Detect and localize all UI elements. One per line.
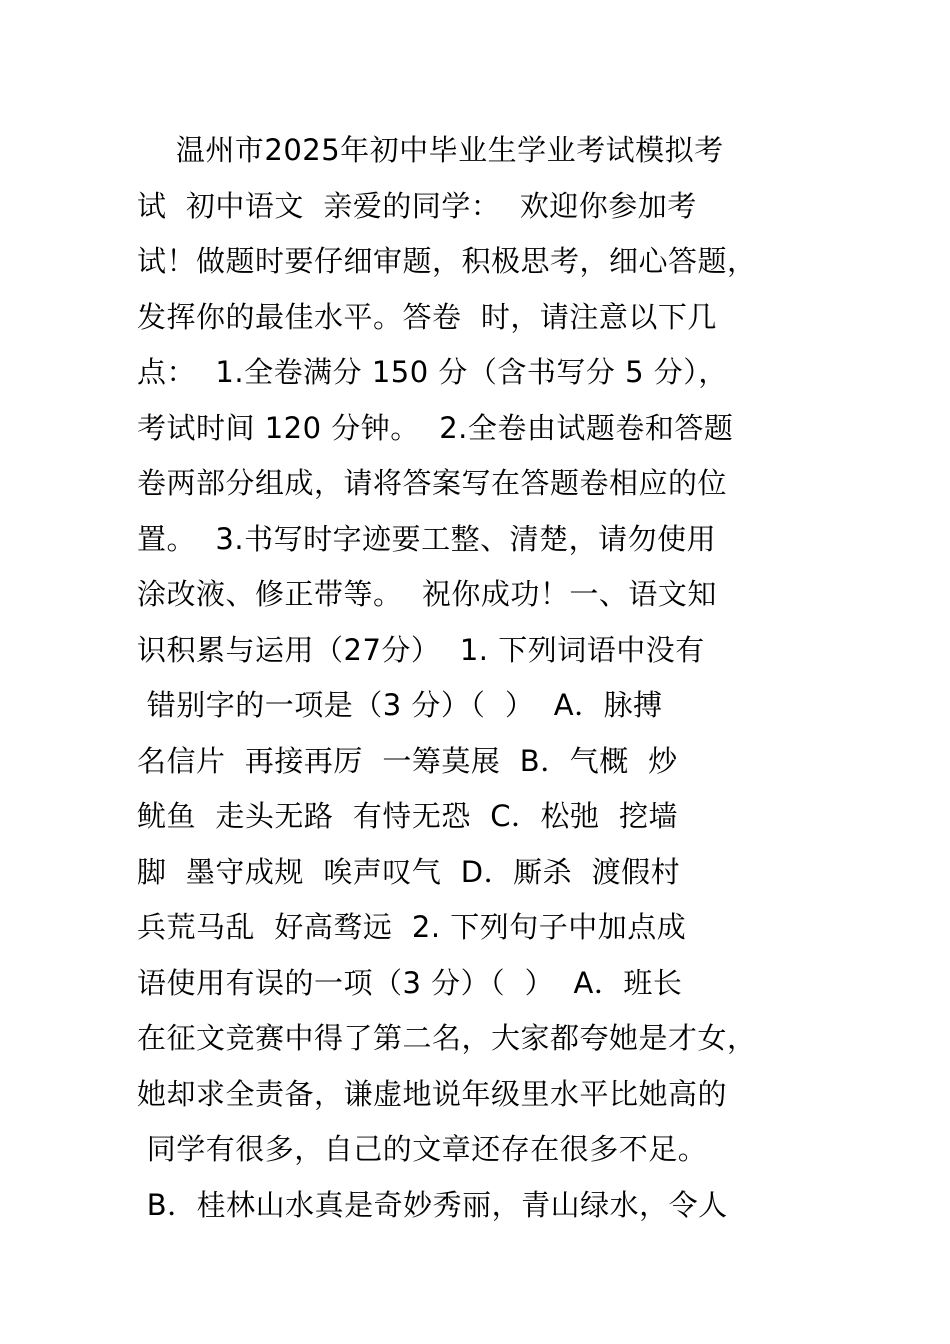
text-line: 识积累与运用（27分） 1. 下列词语中没有 bbox=[137, 632, 705, 667]
text-line: 考试时间 120 分钟。 2.全卷由试题卷和答题 bbox=[137, 410, 734, 445]
text-line: 发挥你的最佳水平。答卷 时，请注意以下几 bbox=[137, 299, 717, 334]
text-line: 置。 3.书写时字迹要工整、清楚，请勿使用 bbox=[137, 521, 717, 556]
text-line: 试 初中语文 亲爱的同学： 欢迎你参加考 bbox=[137, 188, 697, 223]
text-line: 卷两部分组成，请将答案写在答题卷相应的位 bbox=[137, 466, 728, 500]
text-line: 名信片 再接再厉 一筹莫展 B．气概 炒 bbox=[137, 743, 678, 778]
text-line: 鱿鱼 走头无路 有恃无恐 C．松弛 挖墙 bbox=[137, 799, 678, 833]
text-line: 试！做题时要仔细审题，积极思考，细心答题， bbox=[137, 244, 757, 278]
text-line: 语使用有误的一项（3 分）（ ） A．班长 bbox=[137, 965, 683, 1000]
document-body bbox=[137, 123, 837, 1233]
text-line: 同学有很多，自己的文章还存在很多不足。 bbox=[137, 1132, 708, 1166]
text-line: 错别字的一项是（3 分）（ ） A．脉搏 bbox=[137, 688, 663, 722]
text-line: 温州市2025年初中毕业生学业考试模拟考 bbox=[137, 133, 724, 167]
text-line: 点： 1.全卷满分 150 分（含书写分 5 分）， bbox=[137, 355, 728, 389]
text-line: 兵荒马乱 好高骛远 2. 下列句子中加点成 bbox=[137, 910, 687, 944]
text-line: 脚 墨守成规 唉声叹气 D．厮杀 渡假村 bbox=[137, 854, 681, 889]
text-line: 涂改液、修正带等。 祝你成功！一、语文知 bbox=[137, 577, 717, 611]
text-line: B．桂林山水真是奇妙秀丽，青山绿水，令人 bbox=[137, 1187, 728, 1222]
text-line: 她却求全责备，谦虚地说年级里水平比她高的 bbox=[137, 1076, 728, 1111]
text-line: 在征文竞赛中得了第二名，大家都夸她是才女， bbox=[137, 1021, 757, 1055]
